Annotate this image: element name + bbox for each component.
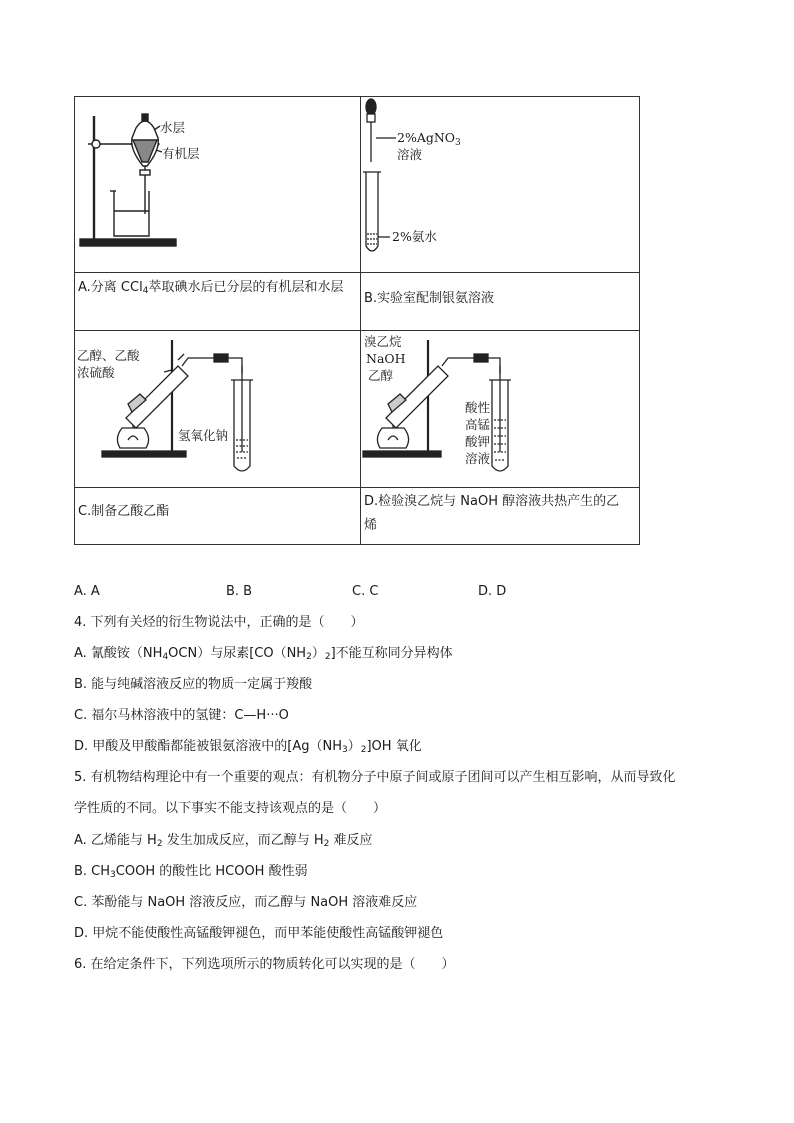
silver-ammonia-diagram bbox=[360, 96, 640, 273]
q4-stem: 4. 下列有关烃的衍生物说法中，正确的是（ ） bbox=[74, 615, 364, 630]
q6-stem: 6. 在给定条件下，下列选项所示的物质转化可以实现的是（ ） bbox=[74, 957, 455, 972]
label-ammonia: 2%氨水 bbox=[392, 229, 437, 244]
label-ethanol-d: 乙醇 bbox=[368, 368, 394, 383]
q3-option-b[interactable]: B. B bbox=[226, 584, 253, 599]
label-potassium: 酸钾 bbox=[465, 434, 491, 449]
q5-option-b[interactable]: B. $CH_3COOH$ 的酸性比 HCOOH 酸性弱 bbox=[74, 864, 308, 880]
caption-c: C.制备乙酸乙酯 bbox=[74, 487, 361, 545]
q3-option-d[interactable]: D. D bbox=[478, 584, 507, 599]
q5-option-a[interactable]: A. 乙烯能与 $H_2$ 发生加成反应，而乙醇与 $H_2$ 难反应 bbox=[74, 833, 373, 849]
q5-stem-line1: 5. 有机物结构理论中有一个重要的观点：有机物分子中原子间或原子团间可以产生相互影响，从而导致化 bbox=[74, 770, 676, 785]
q4-option-b[interactable]: B. 能与纯碱溶液反应的物质一定属于羧酸 bbox=[74, 677, 313, 692]
label-water-layer: 水层 bbox=[160, 120, 186, 135]
ethyl-acetate-diagram bbox=[74, 330, 361, 488]
label-agno3: 2%AgNO$_3$ bbox=[397, 130, 461, 148]
q3-option-a[interactable]: A. A bbox=[74, 584, 100, 599]
caption-b: B.实验室配制银氨溶液 bbox=[360, 272, 640, 331]
label-naoh-d: NaOH bbox=[366, 351, 406, 366]
label-naoh: 氢氧化钠 bbox=[178, 428, 229, 443]
label-solution: 溶液 bbox=[397, 147, 423, 162]
q4-option-d[interactable]: D. 甲酸及甲酸酯都能被银氨溶液中的$[Ag(NH_3)_2]OH$ 氧化 bbox=[74, 739, 422, 755]
label-acidic: 酸性 bbox=[465, 400, 491, 415]
q5-stem-line2: 学性质的不同。以下事实不能支持该观点的是（ ） bbox=[74, 801, 387, 816]
q4-option-a[interactable]: A. 氰酸铵$(NH_4OCN)$与尿素$[CO(NH_2)_2]$不能互称同分异构体 bbox=[74, 646, 453, 662]
bromoethane-diagram bbox=[360, 330, 640, 488]
caption-d: D.检验溴乙烷与 NaOH 醇溶液共热产生的乙 烯 bbox=[360, 487, 640, 545]
label-bromoethane: 溴乙烷 bbox=[364, 334, 402, 349]
label-sulfuric: 浓硫酸 bbox=[77, 365, 115, 380]
label-solution-d: 溶液 bbox=[465, 451, 491, 466]
label-ethanol-acetic: 乙醇、乙酸 bbox=[77, 348, 140, 363]
label-organic-layer: 有机层 bbox=[162, 146, 200, 161]
q4-option-c[interactable]: C. 福尔马林溶液中的氢键：C—H···O bbox=[74, 708, 289, 723]
label-high-mn: 高锰 bbox=[465, 417, 491, 432]
q3-option-c[interactable]: C. C bbox=[352, 584, 379, 599]
separatory-funnel-diagram bbox=[74, 96, 361, 273]
q5-option-c[interactable]: C. 苯酚能与 NaOH 溶液反应，而乙醇与 NaOH 溶液难反应 bbox=[74, 895, 418, 910]
caption-a: A.分离 CCl$_4$萃取碘水后已分层的有机层和水层 bbox=[74, 272, 361, 331]
q5-option-d[interactable]: D. 甲烷不能使酸性高锰酸钾褪色，而甲苯能使酸性高锰酸钾褪色 bbox=[74, 926, 444, 941]
